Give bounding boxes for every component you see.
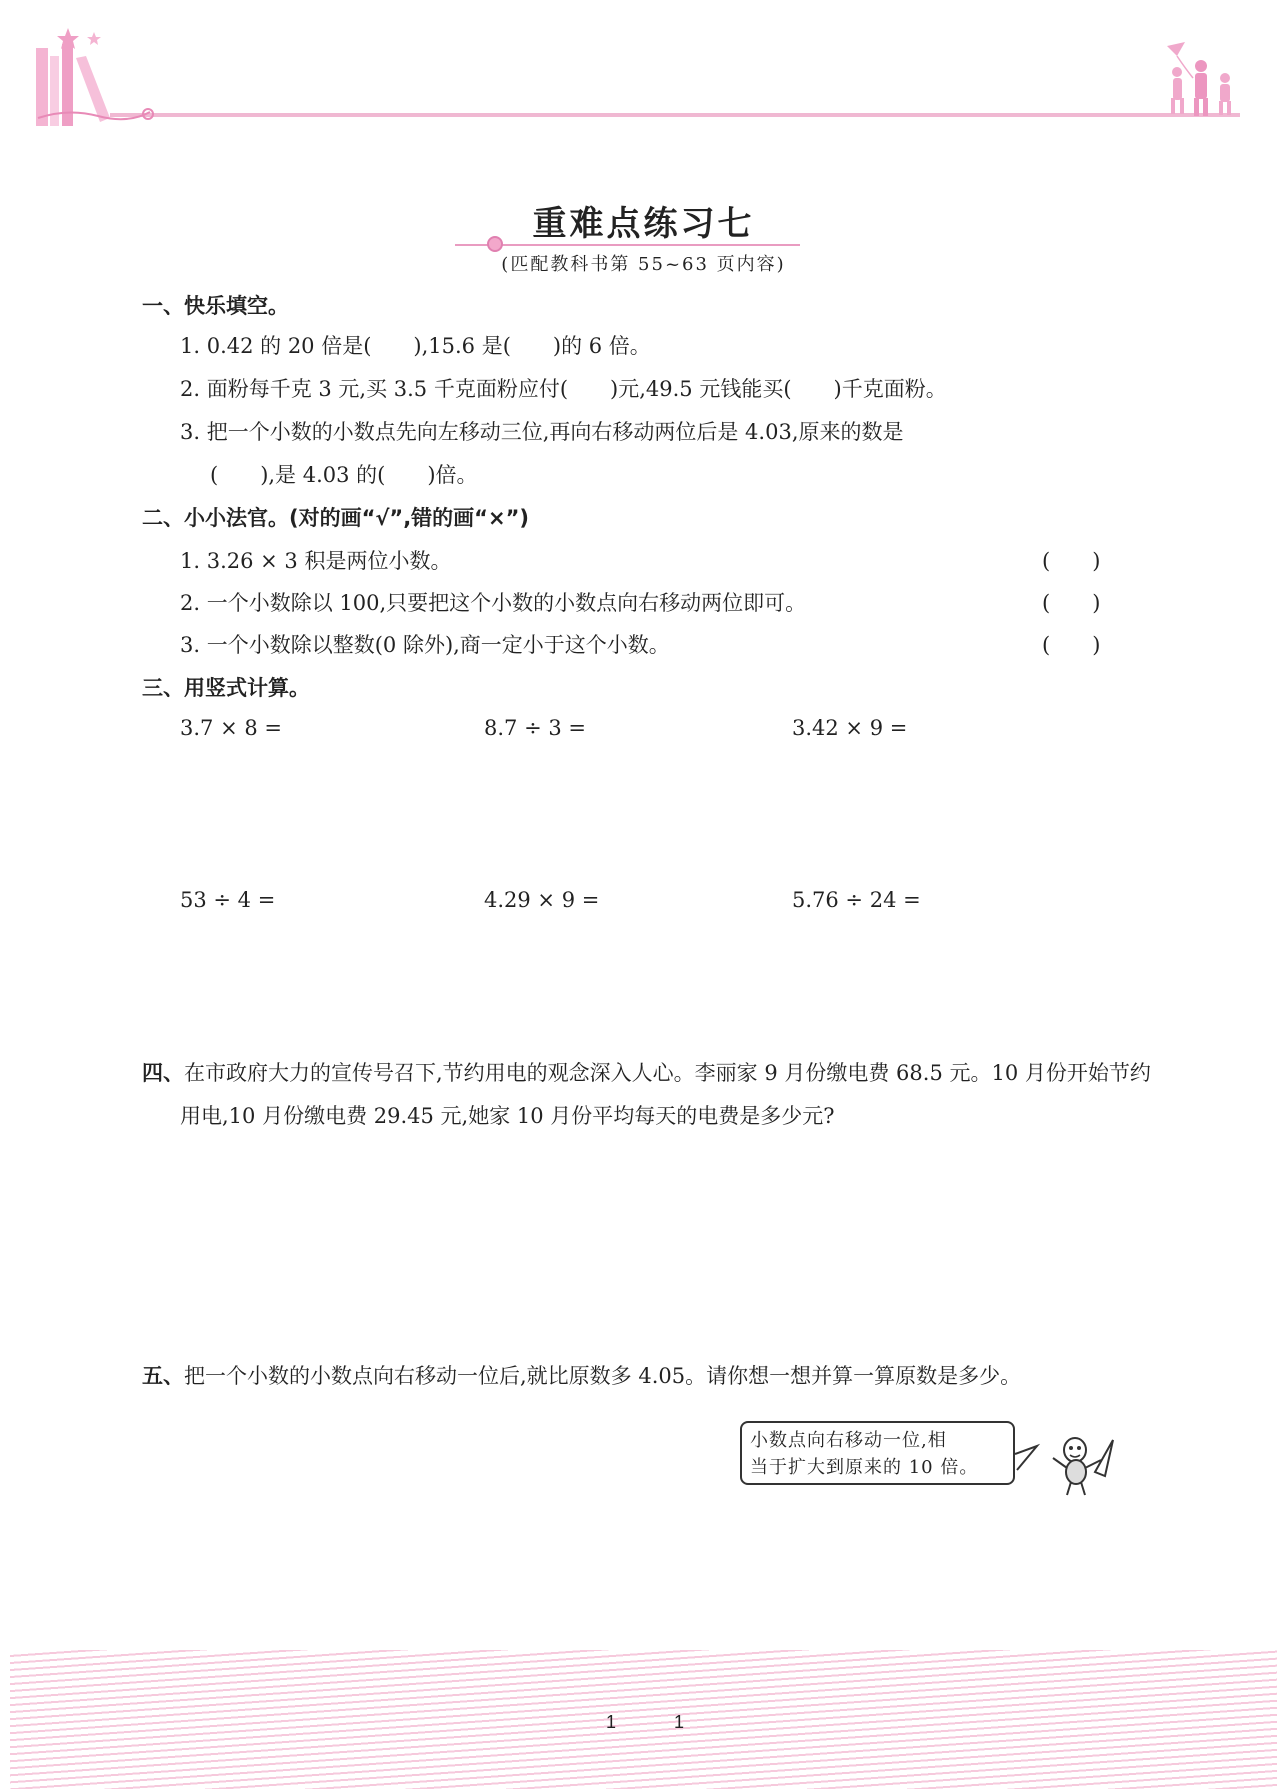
section2-item-1: 1. 3.26 × 3 积是两位小数。: [180, 549, 452, 573]
section1-item-3-continued: ( ),是 4.03 的( )倍。: [210, 463, 478, 487]
page-title: 重难点练习七: [532, 204, 755, 244]
footer-stripes: [10, 1650, 1277, 1789]
calc-problem-6: 5.76 ÷ 24 =: [792, 888, 921, 912]
cartoon-mascot-icon: [1013, 1432, 1123, 1497]
answer-blank-1[interactable]: ( ): [1042, 549, 1101, 573]
children-kite-silhouette-icon: [1155, 38, 1245, 118]
section3-heading: 三、用竖式计算。: [142, 676, 310, 700]
calc-problem-2: 8.7 ÷ 3 =: [484, 716, 586, 740]
hint-line-1: 小数点向右移动一位,相: [750, 1430, 947, 1451]
section1-item-1: 1. 0.42 的 20 倍是( ),15.6 是( )的 6 倍。: [180, 334, 651, 358]
section4-problem: [142, 1052, 1160, 1138]
section2-item-3: 3. 一个小数除以整数(0 除外),商一定小于这个小数。: [180, 633, 670, 657]
answer-blank-3[interactable]: ( ): [1042, 633, 1101, 657]
section5-problem: [142, 1355, 1160, 1398]
section5-text: 把一个小数的小数点向右移动一位后,就比原数多 4.05。请你想一想并算一算原数是多少。: [184, 1364, 1022, 1388]
header-rule: [110, 113, 1240, 117]
section4-text: 在市政府大力的宣传号召下,节约用电的观念深入人心。李丽家 9 月份缴电费 68.5 元。10 月份开始节约用电,10 月份缴电费 29.45 元,她家 10 月份平均每天的电费是多少元?: [180, 1061, 1151, 1128]
books-logo-icon: [28, 18, 158, 128]
calc-problem-1: 3.7 × 8 =: [180, 716, 282, 740]
page-number-digit-2: 1: [674, 1712, 685, 1732]
section5-lead: 五、: [142, 1364, 184, 1388]
hint-line-2: 当于扩大到原来的 10 倍。: [750, 1457, 979, 1478]
page-number-digit-1: 1: [606, 1712, 617, 1732]
section1-heading: 一、快乐填空。: [142, 294, 289, 318]
section2-heading: 二、小小法官。(对的画“√”,错的画“×”): [142, 506, 529, 530]
page-subtitle: (匹配教科书第 55~63 页内容): [501, 254, 786, 275]
section1-item-3: 3. 把一个小数的小数点先向左移动三位,再向右移动两位后是 4.03,原来的数是: [180, 420, 904, 444]
hint-speech-bubble: [740, 1421, 1015, 1485]
calc-problem-3: 3.42 × 9 =: [792, 716, 908, 740]
calc-problem-5: 4.29 × 9 =: [484, 888, 600, 912]
section1-item-2: 2. 面粉每千克 3 元,买 3.5 千克面粉应付( )元,49.5 元钱能买( )千克面粉。: [180, 377, 947, 401]
title-underline: [455, 244, 800, 246]
answer-blank-2[interactable]: ( ): [1042, 591, 1101, 615]
section2-item-2: 2. 一个小数除以 100,只要把这个小数的小数点向右移动两位即可。: [180, 591, 807, 615]
section4-lead: 四、: [142, 1061, 184, 1085]
calc-problem-4: 53 ÷ 4 =: [180, 888, 276, 912]
